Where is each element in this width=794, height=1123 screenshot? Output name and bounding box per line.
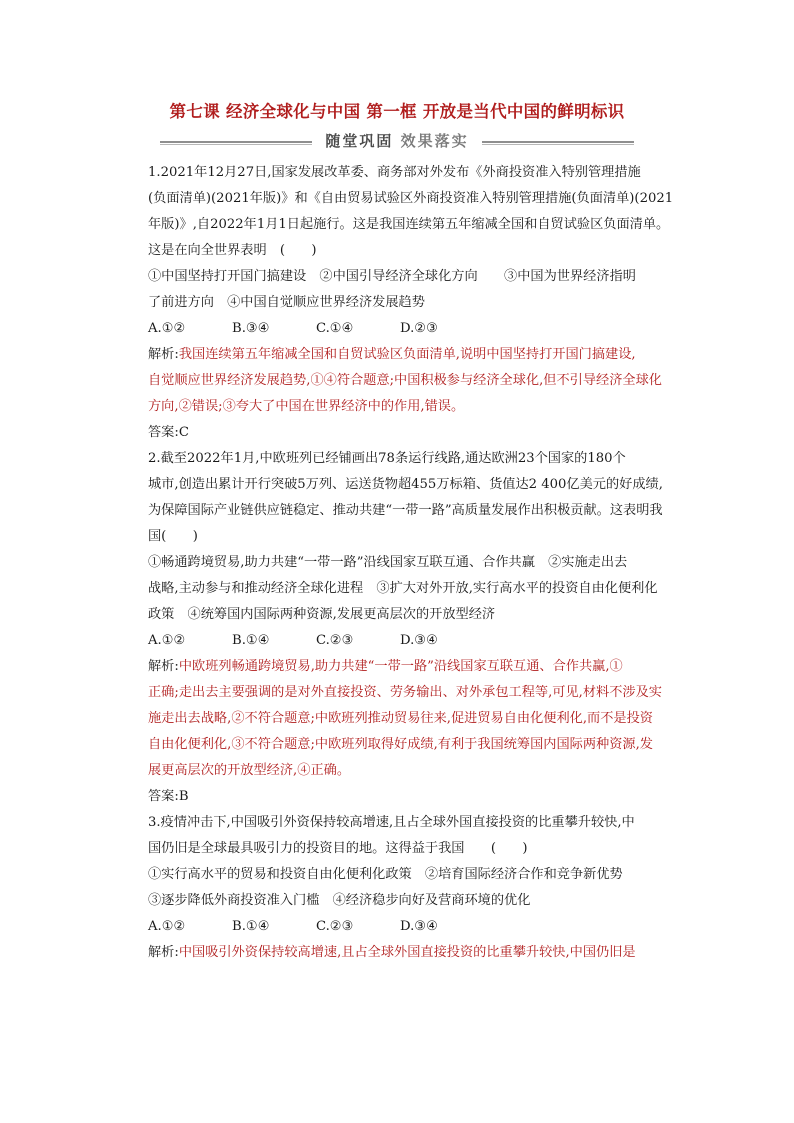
q2-explanation-line bbox=[148, 680, 678, 706]
explanation-text: 我国连续第五年缩减全国和自贸试验区负面清单,说明中国坚持打开国门搞建设, bbox=[178, 347, 636, 362]
explanation-highlight: ②错误;③夸大了中国在世界经济中的作用,错误。 bbox=[178, 399, 465, 414]
explanation-highlight: ④正确。 bbox=[297, 763, 351, 778]
explanation-label: 解析: bbox=[148, 659, 179, 674]
q2-option-a: A.①② bbox=[148, 633, 186, 648]
explanation-highlight: ① bbox=[609, 659, 623, 674]
explanation-text: 中国吸引外资保持较高增速,且占全球外国直接投资的比重攀升较快,中国仍旧是 bbox=[178, 945, 636, 960]
q2-option-c: C.②③ bbox=[316, 633, 354, 648]
q1-stem-line: 年版)》,自2022年1月1日起施行。这是我国连续第五年缩减全国和自贸试验区负面清单。 bbox=[148, 217, 670, 232]
banner-part1: 随堂巩固 bbox=[325, 132, 394, 150]
q1-explanation-line bbox=[148, 394, 678, 420]
explanation-text: 方向, bbox=[148, 399, 179, 414]
banner-part2: 效果落实 bbox=[400, 132, 469, 150]
page-title: 第七课 经济全球化与中国 第一框 开放是当代中国的鲜明标识 bbox=[169, 102, 625, 121]
banner-rule-right bbox=[482, 141, 634, 143]
explanation-text: ;中欧班列取得好成绩,有利于我国统筹国内国际两种资源,发 bbox=[310, 737, 653, 752]
explanation-text: ;走出去主要强调的是对外直接投资、劳务输出、对外承包工程等,可见,材料不涉及实 bbox=[174, 685, 662, 700]
q2-item-line: 政策 ④统筹国内国际两种资源,发展更高层次的开放型经济 bbox=[148, 607, 496, 622]
q2-explanation-line bbox=[148, 758, 678, 784]
q2-item-line: 战略,主动参与和推动经济全球化进程 ③扩大对外开放,实行高水平的投资自由化便利化 bbox=[148, 581, 658, 596]
question-1 bbox=[148, 160, 678, 446]
q2-explanation-line bbox=[148, 706, 678, 732]
explanation-text: 自由化便利化, bbox=[148, 737, 232, 752]
explanation-label: 解析: bbox=[148, 945, 179, 960]
explanation-text: ;中欧班列推动贸易往来,促进贸易自由化便利化,而不是投资 bbox=[310, 711, 653, 726]
explanation-text: ;中国积极参与经济全球化,但不引导经济全球化 bbox=[389, 373, 662, 388]
q3-item-line: ③逐步降低外商投资准入门槛 ④经济稳步向好及营商环境的优化 bbox=[148, 893, 531, 908]
section-banner bbox=[160, 130, 634, 154]
q1-option-a: A.①② bbox=[148, 321, 186, 336]
explanation-highlight: ①④符合题意 bbox=[310, 373, 390, 388]
explanation-highlight: ②不符合题意 bbox=[231, 711, 311, 726]
q3-explanation-line bbox=[148, 940, 678, 966]
q3-stem-line: 国仍旧是全球最具吸引力的投资目的地。这得益于我国 ( ) bbox=[148, 841, 528, 856]
q1-option-b: B.③④ bbox=[232, 321, 270, 336]
question-2 bbox=[148, 446, 678, 810]
question-3 bbox=[148, 810, 678, 966]
question-content bbox=[148, 160, 678, 966]
explanation-label: 解析: bbox=[148, 347, 179, 362]
banner-text bbox=[318, 130, 476, 151]
explanation-text: 展更高层次的开放型经济, bbox=[148, 763, 298, 778]
q3-options bbox=[148, 914, 678, 940]
q3-option-a: A.①② bbox=[148, 919, 186, 934]
q1-item-line: 了前进方向 ④中国自觉顺应世界经济发展趋势 bbox=[148, 295, 425, 310]
explanation-highlight: ③不符合题意 bbox=[231, 737, 311, 752]
q1-item-line: ①中国坚持打开国门搞建设 ②中国引导经济全球化方向 ③中国为世界经济指明 bbox=[148, 269, 636, 284]
q1-answer: 答案:C bbox=[148, 425, 189, 440]
q2-explanation-line bbox=[148, 732, 678, 758]
q1-option-c: C.①④ bbox=[316, 321, 354, 336]
banner-rule-left bbox=[160, 141, 312, 143]
q3-option-c: C.②③ bbox=[316, 919, 354, 934]
q2-stem-line: 城市,创造出累计开行突破5万列、运送货物超455万标箱、货值达2 400亿美元的好成绩, bbox=[148, 477, 663, 492]
q2-stem-line: 为保障国际产业链供应链稳定、推动共建“一带一路”高质量发展作出积极贡献。这表明我 bbox=[148, 503, 663, 518]
explanation-highlight: 正确 bbox=[148, 685, 175, 700]
q1-options bbox=[148, 316, 678, 342]
q2-option-d: D.③④ bbox=[400, 633, 438, 648]
q2-option-b: B.①④ bbox=[232, 633, 270, 648]
q2-stem-line: 2.截至2022年1月,中欧班列已经铺画出78条运行线路,通达欧洲23个国家的180个 bbox=[148, 451, 626, 466]
q2-stem-line: 国( ) bbox=[148, 529, 198, 544]
q2-explanation-line bbox=[148, 654, 678, 680]
explanation-text: 施走出去战略, bbox=[148, 711, 232, 726]
q1-option-d: D.②③ bbox=[400, 321, 438, 336]
q3-option-b: B.①④ bbox=[232, 919, 270, 934]
explanation-text: 自觉顺应世界经济发展趋势, bbox=[148, 373, 311, 388]
q2-options bbox=[148, 628, 678, 654]
q3-option-d: D.③④ bbox=[400, 919, 438, 934]
q1-stem-line: (负面清单)(2021年版)》和《自由贸易试验区外商投资准入特别管理措施(负面清单)(2021 bbox=[148, 191, 674, 206]
q1-explanation-line bbox=[148, 368, 678, 394]
q2-answer: 答案:B bbox=[148, 789, 189, 804]
q1-stem-line: 1.2021年12月27日,国家发展改革委、商务部对外发布《外商投资准入特别管理措施 bbox=[148, 165, 641, 180]
q3-stem-line: 3.疫情冲击下,中国吸引外资保持较高增速,且占全球外国直接投资的比重攀升较快,中 bbox=[148, 815, 635, 830]
explanation-text: 中欧班列畅通跨境贸易,助力共建“一带一路”沿线国家互联互通、合作共赢, bbox=[178, 659, 610, 674]
q3-item-line: ①实行高水平的贸易和投资自由化便利化政策 ②培育国际经济合作和竞争新优势 bbox=[148, 867, 623, 882]
q2-item-line: ①畅通跨境贸易,助力共建“一带一路”沿线国家互联互通、合作共赢 ②实施走出去 bbox=[148, 555, 628, 570]
q1-stem-line: 这是在向全世界表明 ( ) bbox=[148, 243, 317, 258]
q1-explanation-line bbox=[148, 342, 678, 368]
